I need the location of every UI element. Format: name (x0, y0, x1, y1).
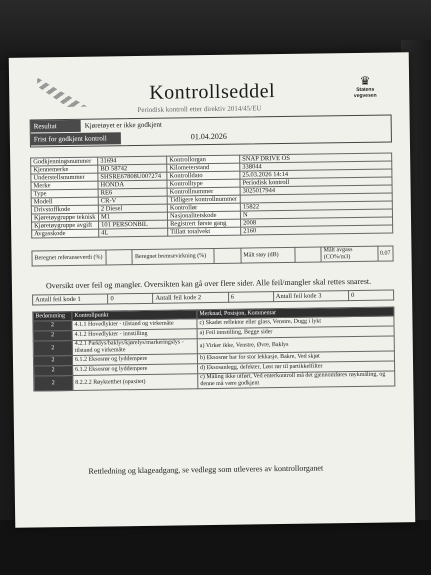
field-label: Kjennemerke (31, 165, 98, 174)
result-label: Resultat (31, 120, 81, 133)
field-value: 2 Diesel (98, 204, 167, 213)
field-value: 4L (99, 228, 168, 237)
field-label: Kontrolldato (167, 171, 240, 180)
field-label: Kjøretøygruppe teknisk (31, 213, 98, 222)
count-value: 6 (228, 292, 273, 303)
field-label: Nasjonalitetskode (167, 211, 240, 220)
field-value: 25.03.2026 14:14 (240, 169, 392, 179)
field-value: 3025017944 (240, 185, 392, 195)
metric-value: 0.07 (377, 246, 393, 261)
defect-grade: 2 (33, 340, 72, 356)
defect-remark: b) Eksosrør har for stor lekkasje, Bakre, Ved skjøt (197, 351, 394, 364)
deadline-value: 01.04.2026 (190, 131, 227, 142)
document-subtitle: Periodisk kontroll etter direktiv 2014/45/EU (137, 104, 262, 115)
count-label: Antall feil kode 1 (33, 294, 108, 305)
defect-grade: 2 (34, 375, 73, 391)
field-value: SHSRE67808U007274 (98, 172, 167, 181)
field-label: Kjøretøygruppe avgift (32, 221, 99, 230)
field-label: Tillatt totalvekt (168, 227, 241, 236)
defects-header-grade: Bedømming (33, 311, 72, 321)
defect-remark: a) Virker ikke, Venstre, Øvre, Baklys (197, 336, 394, 354)
field-value: 2160 (241, 225, 393, 235)
overview-note: Oversikt over feil og mangler. Oversikten kan gå over flere sider. Alle feil/mangler skal rettes snarest. (45, 276, 372, 291)
count-value: 0 (349, 290, 394, 301)
defect-grade: 2 (33, 320, 72, 331)
footer-note: Rettledning og klageadgang, se vedlegg som utleveres av kontrollorganet (88, 463, 324, 476)
defect-control-point: 6.1.2 Eksosrør og lyddempere (73, 364, 198, 376)
field-value: RE6 (98, 188, 167, 197)
metric-value (214, 248, 241, 263)
metric-value (295, 247, 322, 262)
field-label: Tidligere kontrollnummer (167, 195, 240, 204)
result-value: Kjøretøyet er ikke godkjent (84, 120, 162, 130)
field-label: Kontrollorgan (167, 155, 240, 164)
background-bottom (0, 520, 431, 575)
field-value: 101 PERSONBIL (99, 220, 168, 229)
field-label: Kontrollnummer (167, 187, 240, 196)
defect-control-point: 6.1.2 Eksosrør og lyddempere (72, 354, 197, 366)
defect-remark: d) Eksosanlegg, defekter, Løst rør til partikkelfilter (198, 361, 395, 374)
defect-remark: c) Skadet reflektor eller glass, Venstre, Dugg i lykt (197, 316, 394, 329)
field-label: Kilometerstand (167, 163, 240, 172)
agency-logo (345, 75, 385, 100)
field-label: Avgasskode (32, 229, 99, 238)
field-label: Drivstoffkode (31, 205, 98, 214)
metric-label: Beregnet bremsevirkning (%) (132, 248, 214, 264)
field-value: 31694 (98, 156, 167, 165)
defect-control-point: 8.2.2.2 Røyktetthet (opasitet) (73, 374, 198, 391)
field-label: Godkjenningsnummer (31, 157, 98, 166)
defect-grade: 2 (34, 365, 73, 376)
field-label: Registrert første gang (168, 219, 241, 228)
defect-grade: 2 (33, 330, 72, 341)
deadline-label: Frist for godkjent kontroll (31, 132, 121, 145)
defect-grade: 2 (33, 355, 72, 366)
count-label: Antall feil kode 2 (153, 292, 228, 303)
crown-crest-icon: ♛ (359, 73, 371, 88)
defects-header-remark: Merknad, Posisjon, Kommentar (197, 307, 394, 319)
field-label: Kontrolltype (167, 179, 240, 188)
defects-header-point: Kontrollpunkt (72, 310, 197, 321)
metric-value (106, 250, 133, 265)
defect-count-table (32, 289, 394, 305)
result-box (30, 114, 392, 147)
defects-table (32, 306, 395, 391)
field-label: Modell (31, 197, 98, 206)
vehicle-info-table (30, 152, 393, 238)
field-value: N (240, 209, 392, 219)
defect-control-point: 4.2.1 Parklys/baklys/kjørelys/markeringslys - tilstand og virkemåte (72, 339, 197, 356)
field-value: Periodisk kontroll (240, 177, 392, 187)
field-label: Type (31, 189, 98, 198)
field-label: Kontrollør (167, 203, 240, 212)
defect-remark: a) Feil innstilling, Begge sider (197, 326, 394, 339)
stripe-logo-icon (37, 77, 87, 108)
measurement-table (31, 245, 393, 266)
field-value: 2008 (241, 217, 393, 227)
defect-control-point: 4.1.1 Hovedlykter - tilstand og virkemåte (72, 319, 197, 331)
field-value: CR-V (98, 196, 167, 205)
metric-label: Målt avgass (CO%/m3) (321, 246, 378, 262)
field-value: HONDA (98, 180, 167, 189)
field-label: Understellsnummer (31, 173, 98, 182)
field-label: Merke (31, 181, 98, 190)
defect-remark: c) Måling ikke utført, Ved enterkontroll må det gjennomføres røykmåling, og denne må være godkjent (198, 371, 395, 389)
inspection-document (9, 52, 416, 528)
agency-name: Statens vegvesen (353, 86, 377, 99)
field-value: SNAP DRIVE OS (240, 153, 392, 163)
field-value: M1 (98, 212, 167, 221)
count-value: 0 (108, 293, 153, 304)
metric-label: Målt støy (dB) (241, 247, 295, 263)
count-label: Antall feil kode 3 (273, 291, 348, 302)
field-value: BD 58742 (98, 164, 167, 173)
field-value: 15822 (240, 201, 392, 211)
field-value: 338044 (240, 161, 392, 171)
metric-label: Beregnet referanseverdi (%) (32, 250, 106, 266)
defect-control-point: 4.1.2 Hovedlykter - innstilling (72, 329, 197, 341)
document-title: Kontrollseddel (149, 80, 276, 104)
